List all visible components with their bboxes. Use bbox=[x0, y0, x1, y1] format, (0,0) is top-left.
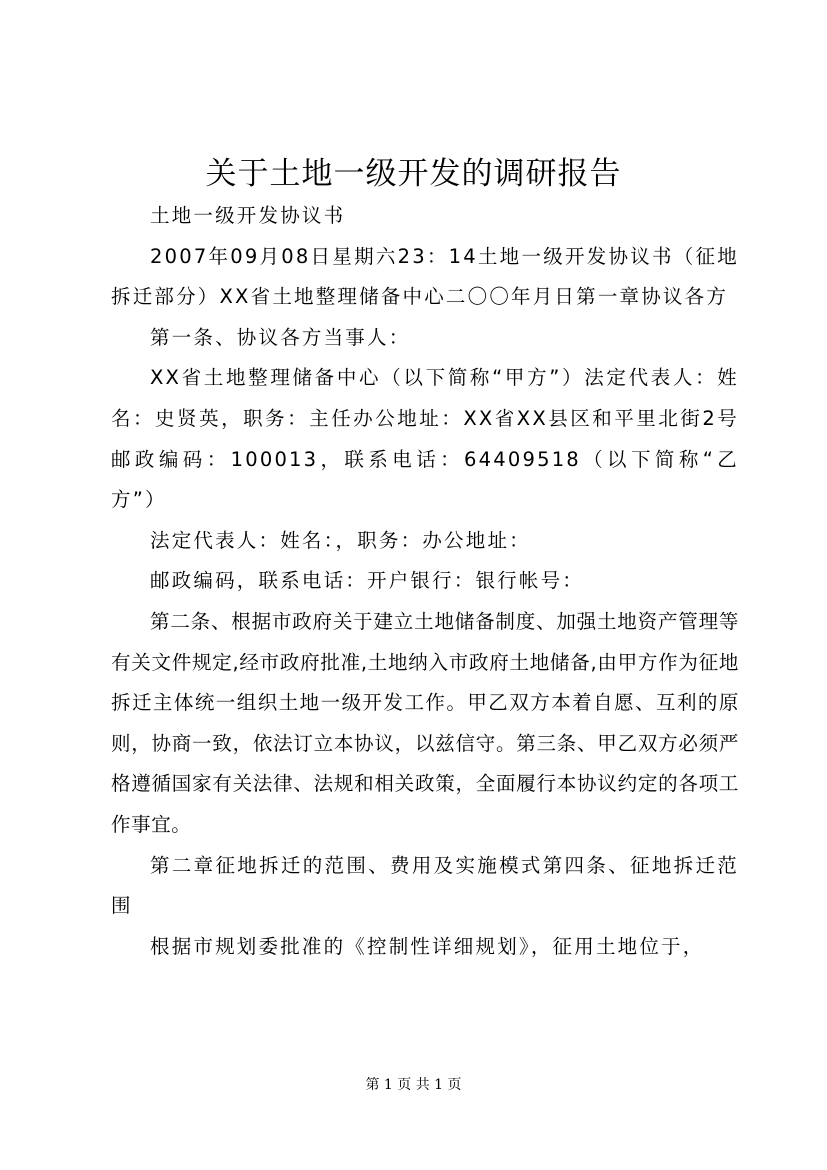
paragraph: 邮政编码，联系电话：开户银行：银行帐号： bbox=[150, 569, 585, 593]
paragraph: 第一条、协议各方当事人： bbox=[150, 325, 411, 349]
paragraph: XX省土地整理储备中心（以下简称“甲方”）法定代表人：姓名：史贤英，职务：主任办公地址：XX省XX县区和平里北街2号邮政编码：100013，联系电话：64409518（以下简称“乙方”） bbox=[111, 366, 739, 512]
document-title: 关于土地一级开发的调研报告 bbox=[205, 156, 622, 192]
page-footer: 第 1 页 共 1 页 bbox=[365, 1077, 462, 1093]
paragraph: 第二条、根据市政府关于建立土地储备制度、加强土地资产管理等有关文件规定,经市政府批准,土地纳入市政府土地储备,由甲方作为征地拆迁主体统一组织土地一级开发工作。甲乙双方本着自愿、互利的原则，协商一致，依法订立本协议，以兹信守。第三条、甲乙双方必须严格遵循国家有关法律、法规和相关政策，全面履行本协议约定的各项工作事宜。 bbox=[111, 609, 739, 836]
paragraph: 2007年09月08日星期六23：14土地一级开发协议书（征地拆迁部分）XX省土地整理储备中心二〇〇年月日第一章协议各方 bbox=[111, 244, 739, 309]
paragraph: 根据市规划委批准的《控制性详细规划》，征用土地位于， bbox=[150, 934, 705, 958]
document-body bbox=[111, 196, 739, 967]
paragraph: 土地一级开发协议书 bbox=[150, 204, 346, 227]
paragraph: 第二章征地拆迁的范围、费用及实施模式第四条、征地拆迁范围 bbox=[111, 853, 739, 918]
paragraph: 法定代表人：姓名：，职务：办公地址： bbox=[150, 528, 531, 552]
